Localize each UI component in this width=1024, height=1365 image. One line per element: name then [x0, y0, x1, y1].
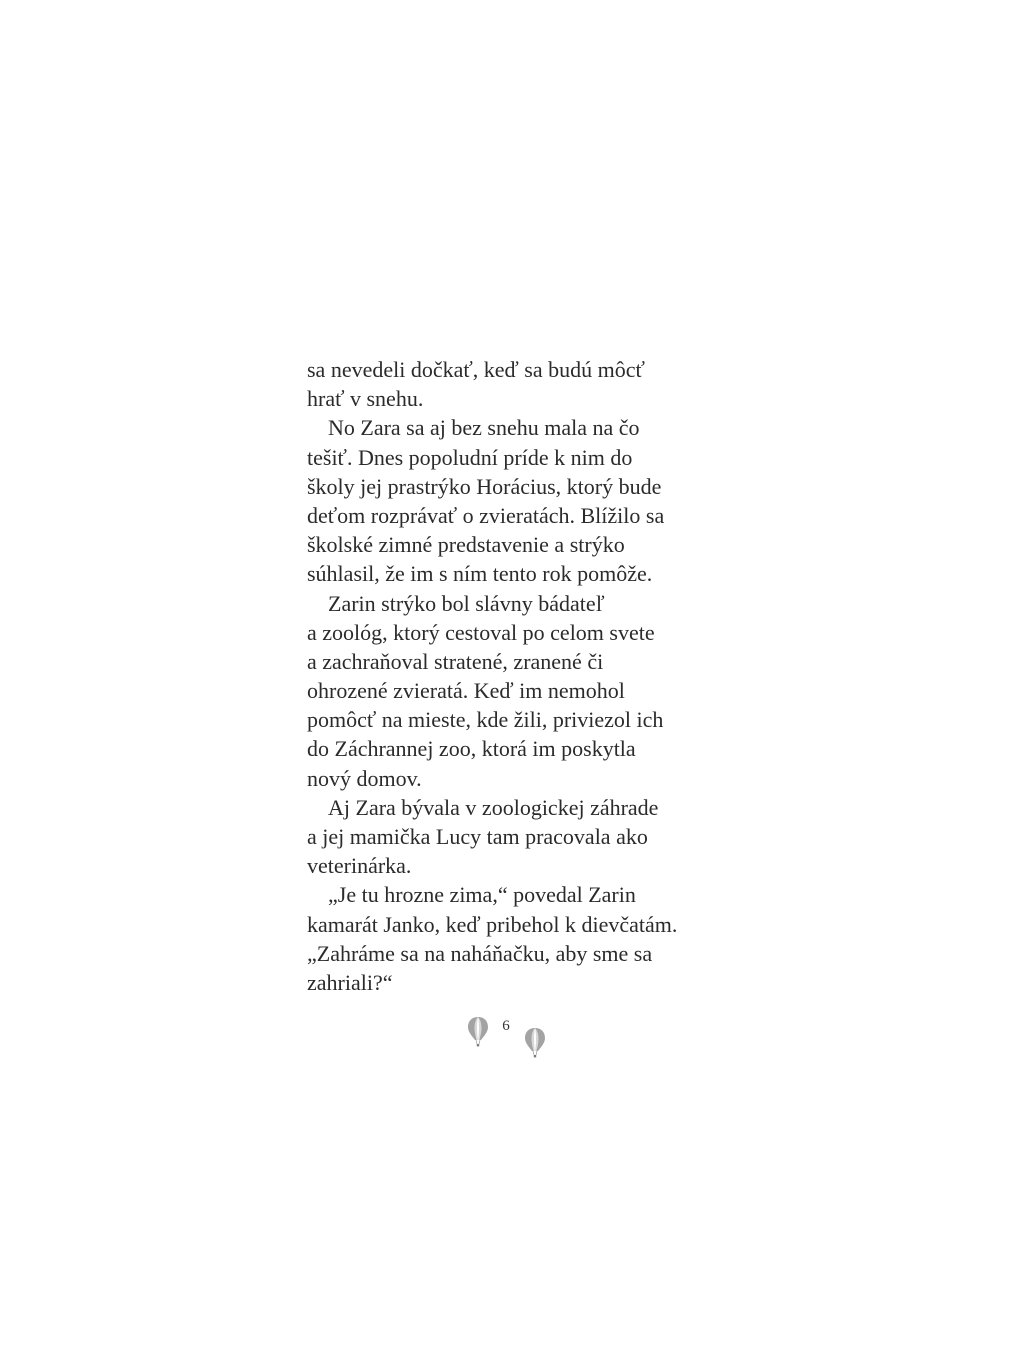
- text-line: ohrozené zvieratá. Keď im nemohol: [307, 678, 625, 704]
- text-line: zahriali?“: [307, 969, 393, 995]
- text-line: Zarin strýko bol slávny bádateľ: [328, 590, 605, 616]
- body-text: [307, 355, 717, 997]
- text-line: a zoológ, ktorý cestoval po celom svete: [307, 619, 655, 645]
- text-line: školy jej prastrýko Horácius, ktorý bude: [307, 473, 662, 499]
- hot-air-balloon-icon: [467, 1016, 489, 1048]
- text-line: No Zara sa aj bez snehu mala na čo: [328, 415, 640, 441]
- page-number: 6: [502, 1018, 510, 1034]
- text-line: školské zimné predstavenie a strýko: [307, 532, 625, 558]
- text-line: veterinárka.: [307, 853, 412, 879]
- text-line: nový domov.: [307, 765, 422, 791]
- text-line: a zachraňoval stratené, zranené či: [307, 648, 604, 674]
- text-line: „Je tu hrozne zima,“ povedal Zarin: [328, 882, 636, 908]
- text-line: Aj Zara bývala v zoologickej záhrade: [328, 794, 659, 820]
- text-line: sa nevedeli dočkať, keď sa budú môcť: [307, 357, 645, 382]
- text-line: deťom rozprávať o zvieratách. Blížilo sa: [307, 502, 665, 528]
- page-footer: [0, 1012, 1024, 1062]
- text-line: hrať v snehu.: [307, 386, 424, 412]
- text-line: pomôcť na mieste, kde žili, priviezol ich: [307, 707, 664, 733]
- hot-air-balloon-icon: [524, 1027, 546, 1059]
- text-line: do Záchrannej zoo, ktorá im poskytla: [307, 736, 636, 762]
- text-line: tešiť. Dnes popoludní príde k nim do: [307, 444, 633, 470]
- text-line: a jej mamička Lucy tam pracovala ako: [307, 824, 648, 849]
- text-line: súhlasil, že im s ním tento rok pomôže.: [307, 561, 653, 587]
- text-line: kamarát Janko, keď pribehol k dievčatám.: [307, 911, 678, 937]
- text-line: „Zahráme sa na naháňačku, aby sme sa: [307, 940, 653, 966]
